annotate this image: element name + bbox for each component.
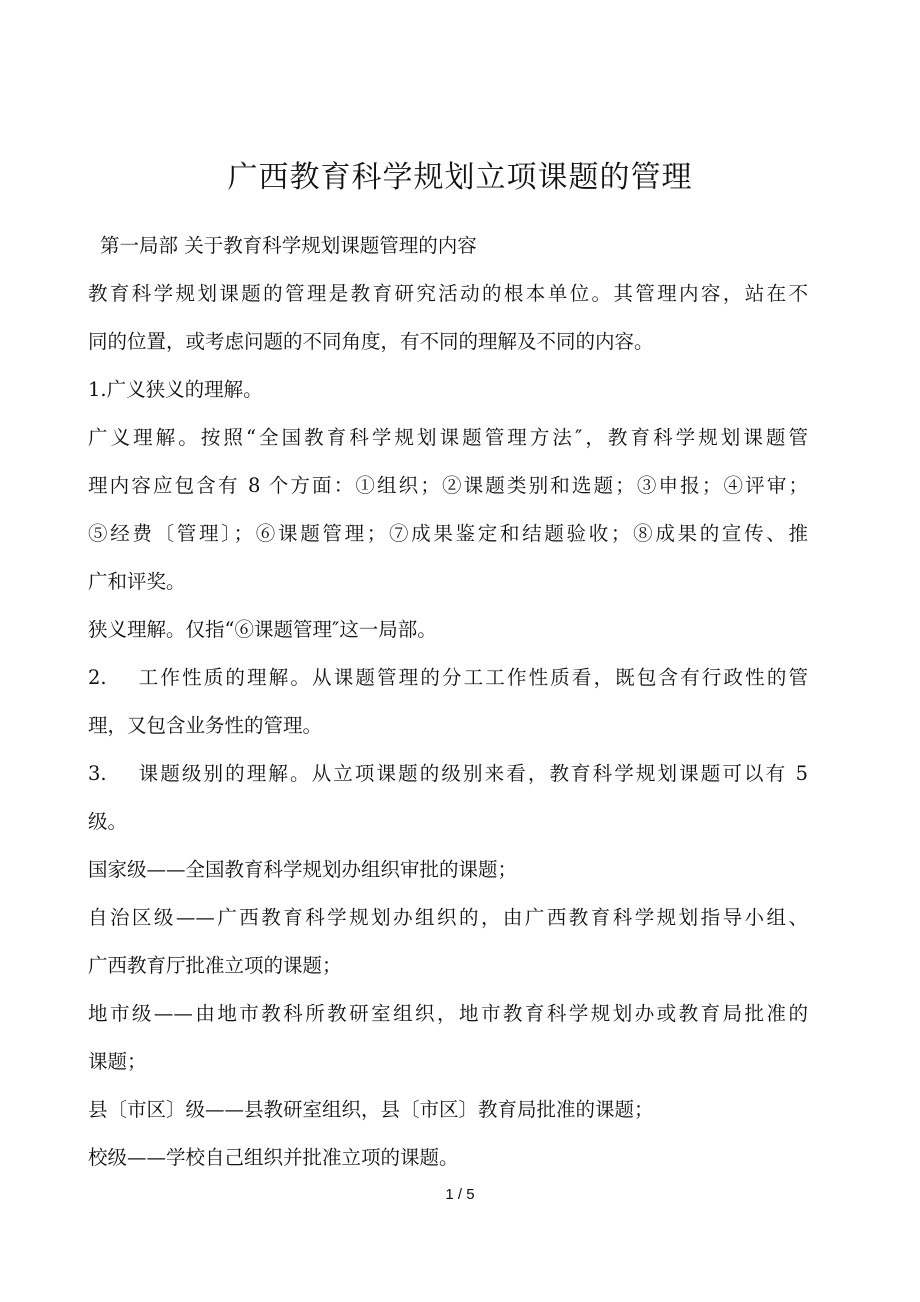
section-heading: 第一局部 关于教育科学规划课题管理的内容	[100, 234, 477, 257]
text-line: 广义理解。按照“全国教育科学规划课题管理方法″，教育科学规划课题管	[88, 426, 808, 449]
text-line: 狭义理解。仅指“⑥课题管理″这一局部。	[88, 618, 437, 641]
text-line: 国家级——全国教育科学规划办组织审批的课题；	[88, 858, 518, 881]
text-line: ⑤经费〔管理〕；⑥课题管理；⑦成果鉴定和结题验收；⑧成果的宣传、推	[88, 522, 808, 545]
text-line: 广西教育厅批准立项的课题；	[88, 954, 342, 977]
text-line: 级。	[88, 810, 128, 833]
text-line: 理，又包含业务性的管理。	[88, 714, 323, 737]
document-body	[88, 222, 808, 1182]
document-title: 广西教育科学规划立项课题的管理	[227, 160, 693, 195]
text-line: 1.广义狭义的理解。	[88, 378, 263, 401]
text-line: 2. 工作性质的理解。从课题管理的分工工作性质看，既包含有行政性的管	[88, 666, 808, 689]
text-line: 县〔市区〕级——县教研室组织，县〔市区〕教育局批准的课题；	[88, 1098, 654, 1121]
text-line: 广和评奖。	[88, 570, 186, 593]
text-line: 地市级——由地市教科所教研室组织，地市教育科学规划办或教育局批准的	[88, 1002, 808, 1025]
page-number: 1 / 5	[445, 1186, 475, 1203]
text-line: 校级——学校自己组织并批准立项的课题。	[88, 1146, 459, 1169]
text-line: 自治区级——广西教育科学规划办组织的，由广西教育科学规划指导小组、	[88, 906, 808, 929]
text-line: 理内容应包含有 8 个方面：①组织；②课题类别和选题；③申报；④评审；	[88, 474, 808, 497]
text-line: 教育科学规划课题的管理是教育研究活动的根本单位。其管理内容，站在不	[88, 282, 808, 305]
text-line: 3. 课题级别的理解。从立项课题的级别来看，教育科学规划课题可以有 5	[88, 762, 808, 785]
text-line: 课题；	[88, 1050, 147, 1073]
text-line: 同的位置，或考虑问题的不同角度，有不同的理解及不同的内容。	[88, 330, 654, 353]
